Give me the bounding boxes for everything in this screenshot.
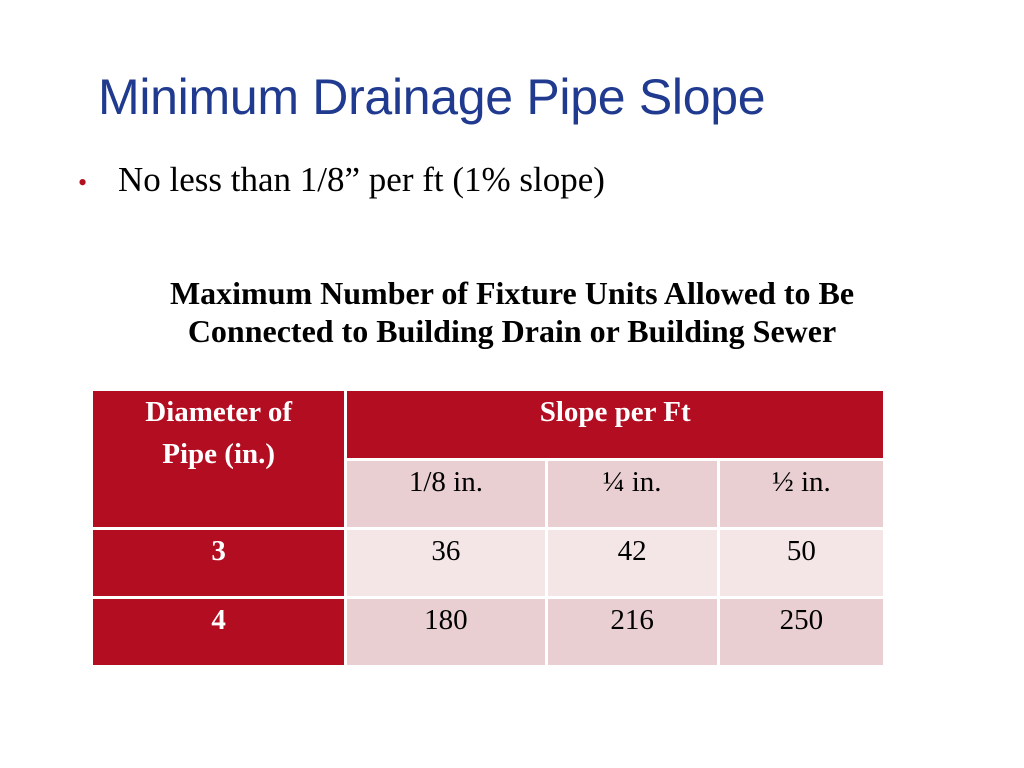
header-diameter-line2: Pipe (in.) <box>162 438 276 470</box>
table-heading <box>40 274 984 350</box>
table-cell: 216 <box>546 598 718 667</box>
table-cell: 250 <box>718 598 884 667</box>
bullet-icon: • <box>78 168 88 197</box>
fixture-units-table <box>90 388 886 668</box>
header-diameter-line1: Diameter of <box>145 396 293 428</box>
subheader-slope-quarter: ¼ in. <box>546 459 718 529</box>
table-cell: 50 <box>718 529 884 598</box>
table-heading-line1: Maximum Number of Fixture Units Allowed to Be <box>169 275 855 311</box>
row-diameter-label: 4 <box>92 598 346 667</box>
table-row <box>92 598 885 667</box>
table-cell: 36 <box>346 529 546 598</box>
subheader-slope-eighth: 1/8 in. <box>346 459 546 529</box>
bullet-text: No less than 1/8” per ft (1% slope) <box>118 160 605 199</box>
header-slope: Slope per Ft <box>346 390 885 460</box>
table-heading-line2: Connected to Building Drain or Building Sewer <box>187 313 837 349</box>
table-row <box>92 529 885 598</box>
bullet-item <box>78 160 605 200</box>
row-diameter-label: 3 <box>92 529 346 598</box>
slide-title: Minimum Drainage Pipe Slope <box>98 69 766 125</box>
table-cell: 180 <box>346 598 546 667</box>
table-header-row <box>92 390 885 460</box>
subheader-slope-half: ½ in. <box>718 459 884 529</box>
header-diameter <box>92 390 346 529</box>
table-cell: 42 <box>546 529 718 598</box>
